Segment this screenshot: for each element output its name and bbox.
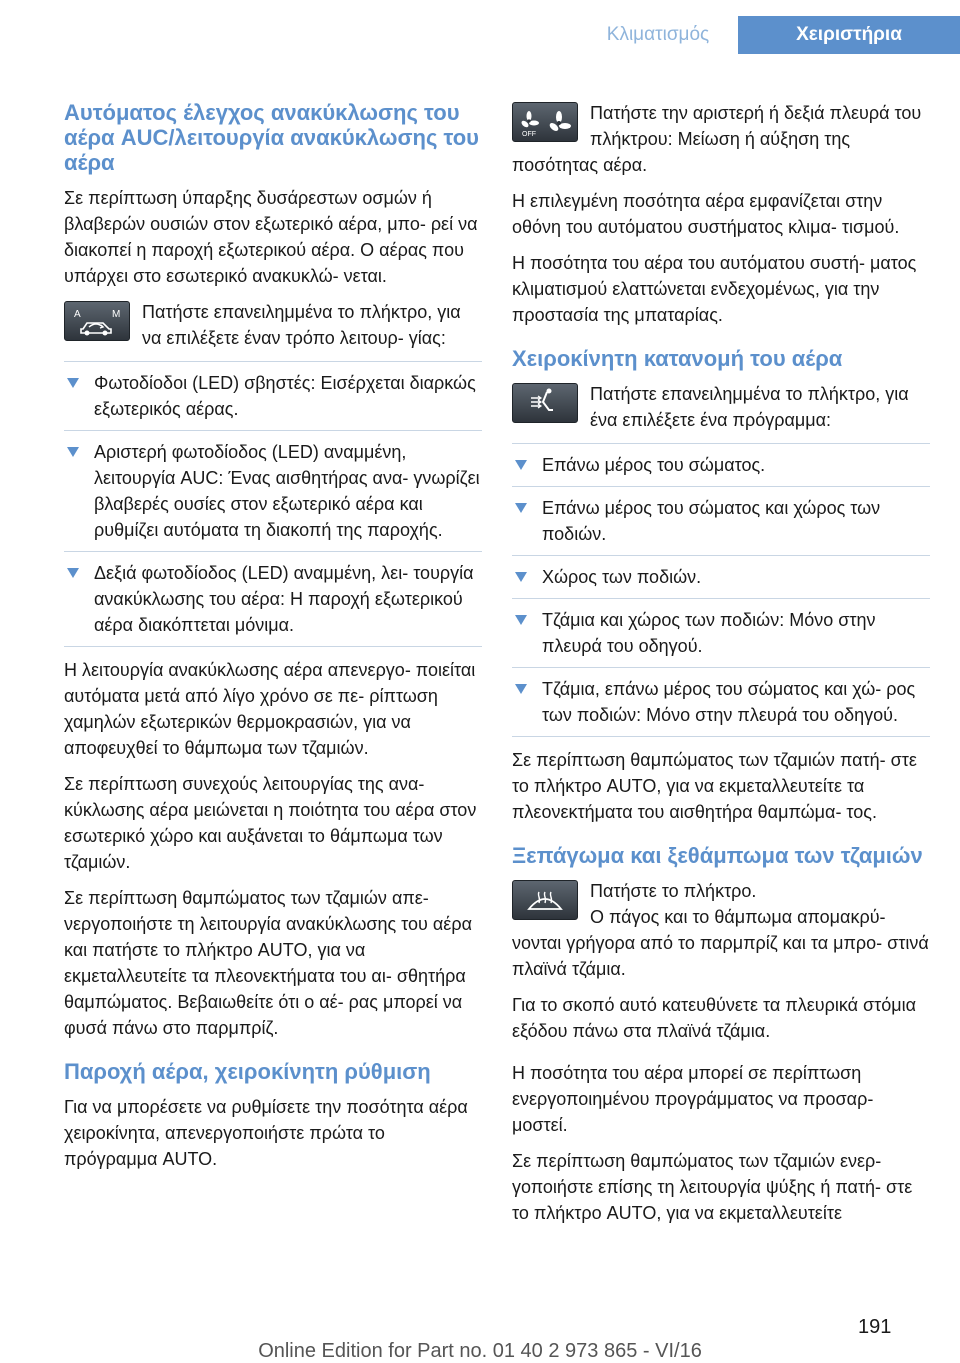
hint-defrost-button	[512, 878, 930, 982]
triangle-bullet-icon	[515, 615, 527, 625]
hint-text: Πατήστε επανειλημμένα το πλήκτρο, για να επιλέξετε έναν τρόπο λειτουρ‐ γίας:	[142, 302, 461, 348]
triangle-bullet-icon	[515, 684, 527, 694]
triangle-bullet-icon	[67, 568, 79, 578]
list-item: Αριστερή φωτοδίοδος (LED) αναμμένη, λειτουργία AUC: Ένας αισθητήρας ανα‐ γνωρίζει βλαβερές ουσίες στον εξωτερικό αέρα και ρυθμίζει αυτόματα τη διακοπή της παροχής.	[64, 431, 482, 552]
triangle-bullet-icon	[67, 378, 79, 388]
list-item: Τζάμια, επάνω μέρος του σώματος και χώ‐ ρος των ποδιών: Μόνο στην πλευρά του οδηγού.	[512, 668, 930, 737]
section-title-air-supply: Παροχή αέρα, χειροκίνητη ρύθμιση	[64, 1059, 431, 1084]
header-tab-climate[interactable]: Κλιματισμός	[582, 16, 734, 54]
section-title-defrost: Ξεπάγωμα και ξεθάμπωμα των τζαμιών	[512, 843, 923, 868]
recirc-label-a: A	[74, 309, 81, 320]
air-distribution-button-icon	[512, 383, 578, 423]
left-column	[64, 100, 482, 1182]
hint-text: Ο πάγος και το θάμπωμα απομακρύ‐ νονται γρήγορα από το παρμπρίζ και τα μπρο‐ στινά πλαϊνά τζάμια.	[512, 907, 929, 979]
paragraph: Σε περίπτωση θαμπώματος των τζαμιών απε‐ νεργοποιήστε τη λειτουργία ανακύκλωσης του αέρα και πατήστε το πλήκτρο AUTO, για να εκμεταλλευτείτε τα πλεονεκτήματα του αι‐ σθητήρα θαμπώματος. Βεβαιωθείτε ότι ο αέ‐ ρας μπορεί να φυσά πάνω στο παρμπρίζ.	[64, 888, 472, 1038]
paragraph: Σε περίπτωση θαμπώματος των τζαμιών πατή‐ στε το πλήκτρο AUTO, για να εκμεταλλευτείτε τα πλεονεκτήματα του αισθητήρα θαμπώμα‐ τος.	[512, 750, 917, 822]
page-number: 191	[858, 1316, 892, 1338]
paragraph: Η ποσότητα του αέρα του αυτόματου συστή‐ ματος κλιματισμού ελαττώνεται ενδεχομένως, για την προστασία της μπαταρίας.	[512, 253, 917, 325]
list-item: Φωτοδίοδοι (LED) σβηστές: Εισέρχεται διαρκώς εξωτερικός αέρας.	[64, 362, 482, 431]
footer-edition: Online Edition for Part no. 01 40 2 973 865 - VI/16	[258, 1340, 702, 1362]
mode-list	[64, 361, 482, 647]
list-item: Επάνω μέρος του σώματος.	[512, 444, 930, 487]
paragraph: Η ποσότητα του αέρα μπορεί σε περίπτωση ενεργοποιημένου προγράμματος να προσαρ‐ μοστεί.	[512, 1063, 874, 1135]
hint-text: Πατήστε το πλήκτρο.	[590, 881, 757, 901]
section-title-auc: Αυτόματος έλεγχος ανακύκλωσης του αέρα AUC/λειτουργία ανακύκλωσης του αέρα	[64, 100, 479, 175]
paragraph: Η επιλεγμένη ποσότητα αέρα εμφανίζεται στην οθόνη του αυτόματου συστήματος κλιμα‐ τισμού.	[512, 191, 900, 237]
right-column	[512, 100, 930, 1236]
triangle-bullet-icon	[515, 572, 527, 582]
list-item: Τζάμια και χώρος των ποδιών: Μόνο στην πλευρά του οδηγού.	[512, 599, 930, 668]
triangle-bullet-icon	[515, 503, 527, 513]
list-item: Χώρος των ποδιών.	[512, 556, 930, 599]
hint-fan-button	[512, 100, 930, 178]
header-tab-controls[interactable]: Χειριστήρια	[738, 16, 960, 54]
recirculation-button-icon	[64, 301, 130, 341]
triangle-bullet-icon	[515, 460, 527, 470]
list-item: Δεξιά φωτοδίοδος (LED) αναμμένη, λει‐ τουργία ανακύκλωσης του αέρα: Η παροχή εξωτερικού αέρα διακόπτεται μόνιμα.	[64, 552, 482, 647]
defrost-button-icon	[512, 880, 578, 920]
hint-text: Πατήστε την αριστερή ή δεξιά πλευρά του πλήκτρου: Μείωση ή αύξηση της ποσότητας αέρα.	[512, 103, 922, 175]
paragraph: Σε περίπτωση συνεχούς λειτουργίας της ανα‐ κύκλωσης αέρα μειώνεται η ποιότητα του αέρα στον εσωτερικό χώρο και αυξάνεται το θάμπωμα των τζαμιών.	[64, 774, 477, 872]
fan-label-off: OFF	[522, 131, 536, 138]
paragraph: Σε περίπτωση θαμπώματος των τζαμιών ενερ‐ γοποιήστε επίσης τη λειτουργία ψύξης ή πατή‐ στε το πλήκτρο AUTO, για να εκμεταλλευτείτε	[512, 1151, 913, 1223]
recirc-label-m: M	[112, 309, 121, 320]
paragraph: Η λειτουργία ανακύκλωσης αέρα απενεργο‐ ποιείται αυτόματα μετά από λίγο χρόνο σε πε‐ ρίπτωση χαμηλών εξωτερικών θερμοκρασιών, για να αποφευχθεί το θάμπωμα των τζαμιών.	[64, 660, 476, 758]
paragraph: Για το σκοπό αυτό κατευθύνετε τα πλευρικά στόμια εξόδου πάνω στα πλαϊνά τζάμια.	[512, 995, 917, 1041]
fan-speed-button-icon	[512, 102, 578, 142]
hint-text: Πατήστε επανειλημμένα το πλήκτρο, για ένα επιλέξετε ένα πρόγραμμα:	[590, 384, 909, 430]
program-list	[512, 443, 930, 737]
hint-distribution-button	[512, 381, 930, 433]
section-title-air-distribution: Χειροκίνητη κατανομή του αέρα	[512, 346, 843, 371]
paragraph: Για να μπορέσετε να ρυθμίσετε την ποσότητα αέρα χειροκίνητα, απενεργοποιήστε πρώτα το πρόγραμμα AUTO.	[64, 1097, 468, 1169]
triangle-bullet-icon	[67, 447, 79, 457]
paragraph: Σε περίπτωση ύπαρξης δυσάρεστων οσμών ή βλαβερών ουσιών στον εξωτερικό αέρα, μπο‐ ρεί να διακοπεί η παροχή εξωτερικού αέρα. Ο αέρας που υπάρχει στο εσωτερικό ανακυκλώ‐ νεται.	[64, 188, 478, 286]
hint-recirc-button	[64, 299, 482, 351]
list-item: Επάνω μέρος του σώματος και χώρος των ποδιών.	[512, 487, 930, 556]
